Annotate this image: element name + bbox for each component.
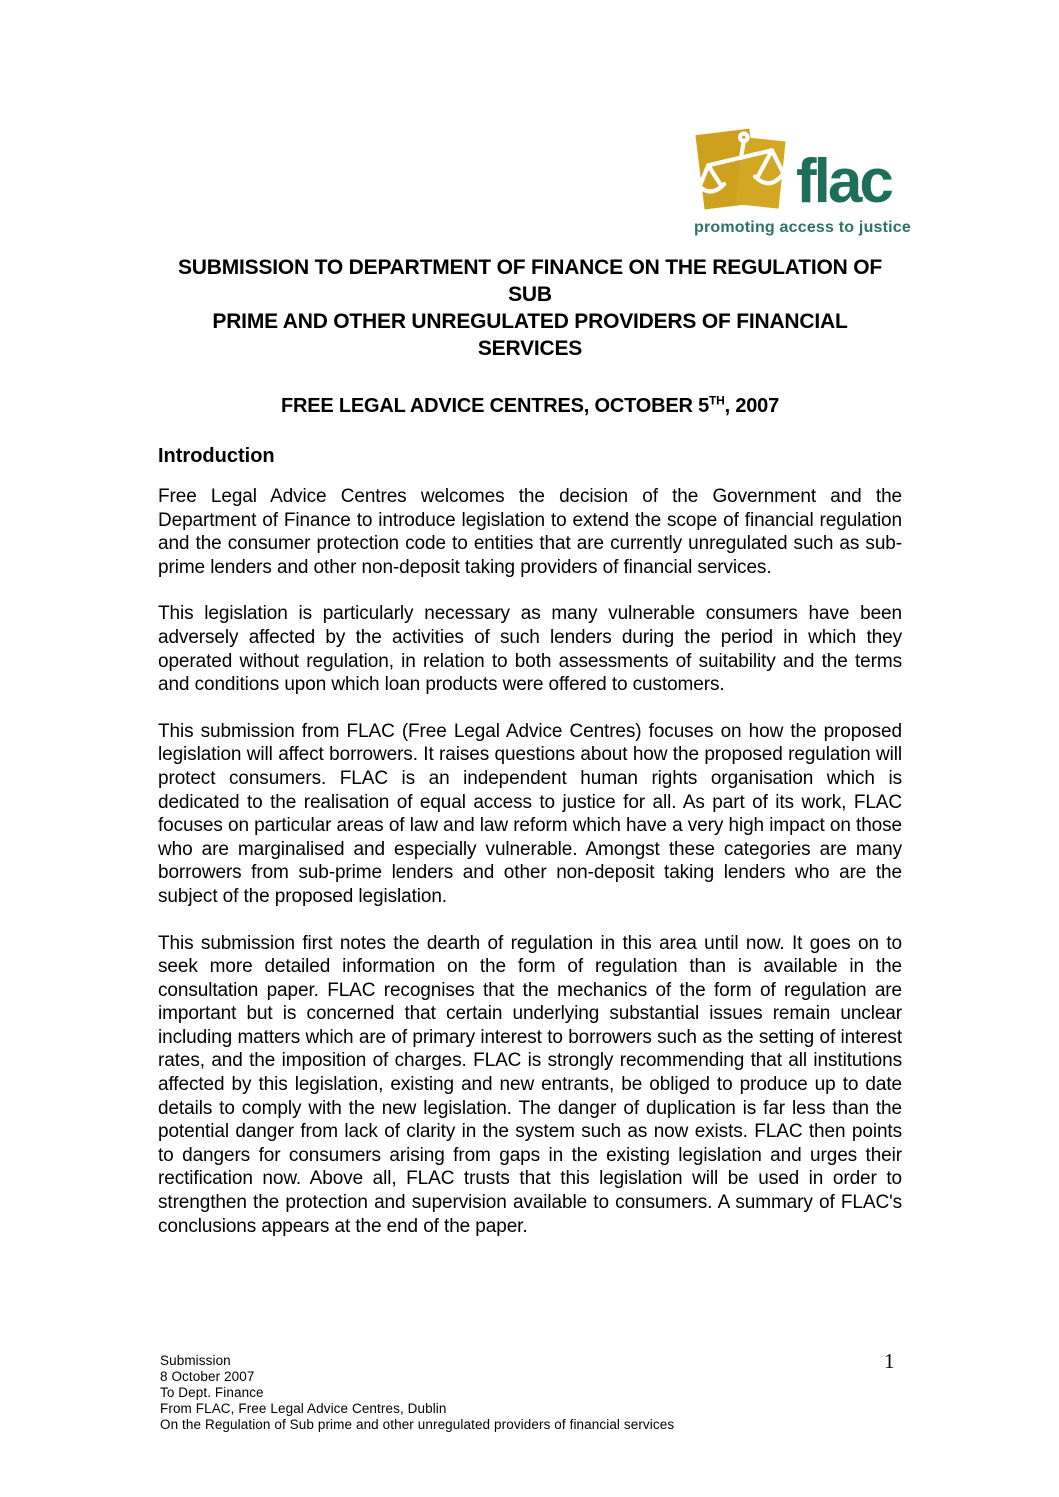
- footer-line-subject: On the Regulation of Sub prime and other unregulated providers of financial services: [160, 1417, 675, 1432]
- footer-line-recipient: To Dept. Finance: [160, 1385, 264, 1400]
- footer-line-sender: From FLAC, Free Legal Advice Centres, Dublin: [160, 1401, 447, 1416]
- page-number: 1: [884, 1349, 895, 1373]
- document-subtitle-superscript: TH: [709, 393, 725, 408]
- footer: [160, 1353, 674, 1433]
- scales-of-justice-icon: [694, 126, 788, 214]
- document-subtitle-text: FREE LEGAL ADVICE CENTRES, OCTOBER 5: [280, 395, 710, 417]
- document-title-line-1: SUBMISSION TO DEPARTMENT OF FINANCE ON THE REGULATION OF SUB: [178, 256, 882, 306]
- document-title: [158, 254, 902, 362]
- logo-tagline: promoting access to justice: [694, 219, 912, 236]
- flac-logo: [694, 126, 912, 237]
- document-title-line-2: PRIME AND OTHER UNREGULATED PROVIDERS OF FINANCIAL SERVICES: [212, 310, 848, 360]
- logo-row: [694, 126, 908, 217]
- paragraph-2: This legislation is particularly necessary as many vulnerable consumers have been adversely affected by the activities of such lenders during the period in which they operated without regulation, in relation to both assessments of suitability and the terms and conditions upon which loan products were offered to customers.: [158, 603, 902, 696]
- section-heading-introduction: Introduction: [158, 445, 275, 467]
- document-subtitle-suffix: , 2007: [724, 395, 780, 417]
- paragraph-1: Free Legal Advice Centres welcomes the decision of the Government and the Department of Finance to introduce legislation to extend the scope of financial regulation and the consumer protection code to entities that are currently unregulated such as sub-prime lenders and other non-deposit taking providers of financial services.: [158, 486, 902, 578]
- footer-line-date: 8 October 2007: [160, 1369, 255, 1384]
- logo-wordmark: flac: [796, 147, 891, 217]
- document-content: [158, 254, 902, 1238]
- paragraph-3: This submission from FLAC (Free Legal Advice Centres) focuses on how the proposed legislation will affect borrowers. It raises questions about how the proposed regulation will protect consumers. FLAC is an independent human rights organisation which is dedicated to the realisation of equal access to justice for all. As part of its work, FLAC focuses on particular areas of law and law reform which have a very high impact on those who are marginalised and especially vulnerable. Amongst these categories are many borrowers from sub-prime lenders and other non-deposit taking lenders who are the subject of the proposed legislation.: [158, 720, 902, 907]
- footer-line-submission: Submission: [160, 1353, 231, 1368]
- paragraph-4: This submission first notes the dearth of regulation in this area until now. It goes on to seek more detailed information on the form of regulation than is available in the consultation paper. FLAC recognises that the mechanics of the form of regulation are important but is concerned that certain underlying substantial issues remain unclear including matters which are of primary interest to borrowers such as the setting of interest rates, and the imposition of charges. FLAC is strongly recommending that all institutions affected by this legislation, existing and new entrants, be obliged to produce up to date details to comply with the new legislation. The danger of duplication is far less than the potential danger from lack of clarity in the system such as now exists. FLAC then points to dangers for consumers arising from gaps in the existing legislation and urges their rectification now. Above all, FLAC trusts that this legislation will be used in order to strengthen the protection and supervision available to consumers. A summary of FLAC's conclusions appears at the end of the paper.: [158, 932, 902, 1237]
- document-subtitle: [158, 395, 902, 418]
